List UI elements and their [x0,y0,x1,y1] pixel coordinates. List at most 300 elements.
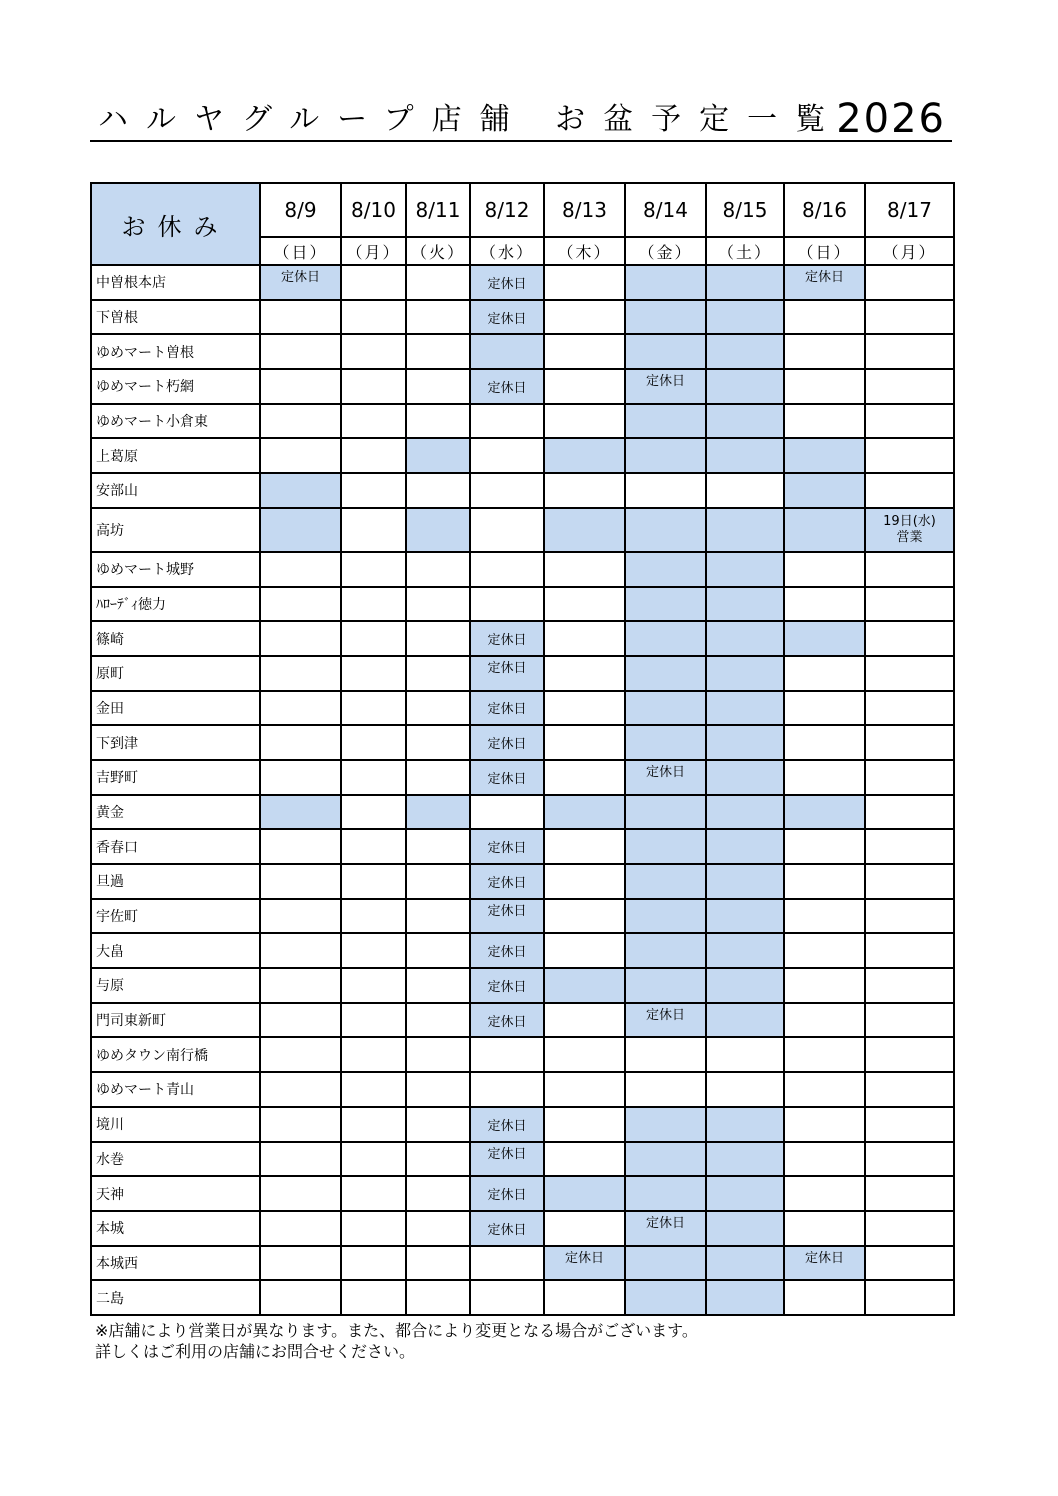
open-cell [260,864,341,899]
open-cell [544,656,625,691]
cell-note: 定休日 [564,1250,604,1266]
closed-cell [784,508,865,552]
table-row [91,1037,954,1072]
open-cell [470,438,544,473]
open-cell [260,1246,341,1281]
closed-cell [706,933,784,968]
closed-cell [544,1176,625,1211]
closed-cell [470,725,544,760]
closed-cell [625,300,706,335]
store-name: 上葛原 [91,438,260,473]
closed-cell [706,438,784,473]
store-name: 旦過 [91,864,260,899]
open-cell [784,760,865,795]
store-name: ゆめタウン南行橋 [91,1037,260,1072]
open-cell [865,1211,954,1246]
cell-note: 定休日 [645,764,685,780]
open-cell [865,473,954,508]
open-cell [406,1072,470,1107]
open-cell [341,760,406,795]
open-cell [784,656,865,691]
cell-note: 定休日 [487,875,527,891]
open-cell [865,1107,954,1142]
closed-cell [706,300,784,335]
open-cell [341,1142,406,1177]
open-cell [544,1107,625,1142]
open-cell [341,621,406,656]
date-header: 8/9 [260,183,341,237]
store-name: 下到津 [91,725,260,760]
open-cell [865,1072,954,1107]
closed-cell [625,587,706,622]
cell-note: 定休日 [487,702,527,718]
open-cell [865,1280,954,1315]
weekday-header: （金） [625,237,706,265]
cell-note: 定休日 [645,1007,685,1023]
closed-cell [625,1246,706,1281]
open-cell [865,587,954,622]
open-cell [865,552,954,587]
closed-cell [706,621,784,656]
schedule-body [91,265,954,1315]
table-row [91,1142,954,1177]
open-cell [260,1037,341,1072]
cell-note: 定休日 [487,1014,527,1030]
open-cell [784,1107,865,1142]
closed-cell [706,552,784,587]
cell-note: 定休日 [487,311,527,327]
open-cell [470,587,544,622]
table-row [91,656,954,691]
closed-cell [784,473,865,508]
open-cell [625,1037,706,1072]
open-cell [341,1176,406,1211]
open-cell [341,899,406,934]
closed-cell [625,864,706,899]
open-cell [260,691,341,726]
open-cell [865,760,954,795]
open-cell [470,552,544,587]
closed-cell [470,899,544,934]
open-cell [341,933,406,968]
open-cell [341,265,406,300]
table-row [91,404,954,439]
closed-cell [625,621,706,656]
open-cell [260,334,341,369]
open-cell [544,300,625,335]
table-row [91,621,954,656]
cell-note: 定休日 [487,1118,527,1134]
open-cell [341,404,406,439]
store-name: ゆめマート城野 [91,552,260,587]
corner-label: お休み [91,183,260,265]
closed-cell [470,968,544,1003]
closed-cell [706,725,784,760]
table-row [91,473,954,508]
store-name: 宇佐町 [91,899,260,934]
open-cell [544,334,625,369]
closed-cell [706,864,784,899]
closed-cell [470,933,544,968]
open-cell [706,1072,784,1107]
closed-cell [625,265,706,300]
open-cell [341,1037,406,1072]
open-cell [784,369,865,404]
cell-note: 定休日 [487,380,527,396]
open-cell [406,1107,470,1142]
cell-note: 定休日 [645,1215,685,1231]
store-name: 金田 [91,691,260,726]
open-cell [784,829,865,864]
open-cell [260,1280,341,1315]
weekday-header: （火） [406,237,470,265]
closed-cell [625,1280,706,1315]
open-cell [544,1037,625,1072]
cell-note: 定休日 [487,945,527,961]
open-cell [406,1280,470,1315]
store-name: 中曽根本店 [91,265,260,300]
open-cell [784,933,865,968]
closed-cell [706,1176,784,1211]
open-cell [341,725,406,760]
open-cell [784,899,865,934]
store-name: ゆめマート小倉東 [91,404,260,439]
open-cell [260,1107,341,1142]
closed-cell [706,829,784,864]
store-name: 吉野町 [91,760,260,795]
cell-note: 定休日 [804,270,844,285]
closed-cell [470,1211,544,1246]
cell-note: 定休日 [487,979,527,995]
store-name: 大畠 [91,933,260,968]
store-name: 下曽根 [91,300,260,335]
open-cell [470,795,544,830]
table-row [91,1246,954,1281]
closed-cell [625,1107,706,1142]
open-cell [341,508,406,552]
store-name: 香春口 [91,829,260,864]
store-name: 黄金 [91,795,260,830]
closed-cell [784,621,865,656]
open-cell [341,1246,406,1281]
closed-cell [784,795,865,830]
open-cell [784,587,865,622]
cell-note: 営業 [896,529,923,545]
closed-cell [706,1003,784,1038]
date-header: 8/17 [865,183,954,237]
open-cell [865,1142,954,1177]
open-cell [865,300,954,335]
open-cell [406,552,470,587]
store-name: 本城西 [91,1246,260,1281]
cell-note: 定休日 [487,276,527,292]
open-cell [260,1142,341,1177]
open-cell [260,404,341,439]
open-cell [544,552,625,587]
open-cell [260,829,341,864]
open-cell [544,829,625,864]
open-cell [260,552,341,587]
open-cell [406,760,470,795]
closed-cell [625,1211,706,1246]
table-row [91,1107,954,1142]
open-cell [865,265,954,300]
closed-cell [625,369,706,404]
open-cell [406,829,470,864]
open-cell [260,656,341,691]
cell-note: 定休日 [487,1222,527,1238]
table-row [91,760,954,795]
open-cell [865,656,954,691]
page-year: 2026 [836,96,946,142]
closed-cell [470,621,544,656]
cell-note: 19日(水) [883,513,936,529]
closed-cell [706,587,784,622]
open-cell [341,552,406,587]
open-cell [406,1003,470,1038]
closed-cell [784,265,865,300]
closed-cell [625,552,706,587]
open-cell [406,300,470,335]
closed-cell [470,1176,544,1211]
closed-cell [625,1176,706,1211]
closed-cell [470,369,544,404]
open-cell [260,587,341,622]
open-cell [406,899,470,934]
open-cell [341,334,406,369]
table-row [91,1003,954,1038]
date-header: 8/16 [784,183,865,237]
table-row [91,265,954,300]
open-cell [865,725,954,760]
open-cell [406,369,470,404]
closed-cell [470,829,544,864]
open-cell [865,1246,954,1281]
closed-cell [470,1003,544,1038]
table-row [91,334,954,369]
open-cell [260,968,341,1003]
table-row [91,933,954,968]
open-cell [341,587,406,622]
open-cell [784,1003,865,1038]
open-cell [784,300,865,335]
open-cell [784,725,865,760]
closed-cell [625,899,706,934]
store-name: 原町 [91,656,260,691]
weekday-header: （土） [706,237,784,265]
open-cell [470,508,544,552]
cell-note: 定休日 [487,633,527,649]
closed-cell [784,1246,865,1281]
closed-cell [865,508,954,552]
closed-cell [706,899,784,934]
closed-cell [625,404,706,439]
open-cell [406,1142,470,1177]
open-cell [260,1211,341,1246]
open-cell [544,760,625,795]
closed-cell [706,691,784,726]
open-cell [260,438,341,473]
open-cell [406,334,470,369]
table-row [91,795,954,830]
store-name: ゆめマート曽根 [91,334,260,369]
closed-cell [470,864,544,899]
open-cell [865,829,954,864]
closed-cell [544,508,625,552]
closed-cell [706,334,784,369]
open-cell [260,760,341,795]
table-row [91,369,954,404]
open-cell [865,933,954,968]
closed-cell [625,1142,706,1177]
date-header: 8/12 [470,183,544,237]
open-cell [544,265,625,300]
open-cell [865,369,954,404]
open-cell [784,334,865,369]
closed-cell [625,508,706,552]
open-cell [784,404,865,439]
store-name: 高坊 [91,508,260,552]
closed-cell [260,795,341,830]
open-cell [470,1246,544,1281]
table-row [91,552,954,587]
open-cell [260,369,341,404]
open-cell [784,1280,865,1315]
closed-cell [470,334,544,369]
open-cell [544,587,625,622]
open-cell [260,899,341,934]
closed-cell [625,1003,706,1038]
open-cell [544,1142,625,1177]
open-cell [544,369,625,404]
closed-cell [784,438,865,473]
closed-cell [406,438,470,473]
open-cell [341,1003,406,1038]
closed-cell [625,438,706,473]
open-cell [260,300,341,335]
open-cell [706,1037,784,1072]
open-cell [341,968,406,1003]
date-header: 8/11 [406,183,470,237]
open-cell [625,473,706,508]
open-cell [784,1211,865,1246]
table-row [91,438,954,473]
cell-note: 定休日 [487,1188,527,1204]
open-cell [406,1211,470,1246]
closed-cell [470,300,544,335]
weekday-header: （月） [341,237,406,265]
store-name: ゆめマート朽網 [91,369,260,404]
store-name: 境川 [91,1107,260,1142]
closed-cell [470,1107,544,1142]
open-cell [406,621,470,656]
date-header: 8/13 [544,183,625,237]
table-row [91,864,954,899]
cell-note: 定休日 [804,1250,844,1266]
closed-cell [470,760,544,795]
store-name: 水巻 [91,1142,260,1177]
table-row [91,508,954,552]
open-cell [865,864,954,899]
open-cell [406,864,470,899]
open-cell [406,265,470,300]
closed-cell [625,829,706,864]
header-date-row [91,183,954,237]
store-name: 天神 [91,1176,260,1211]
open-cell [784,1072,865,1107]
open-cell [341,1072,406,1107]
table-row [91,899,954,934]
closed-cell [470,691,544,726]
open-cell [544,864,625,899]
open-cell [470,1280,544,1315]
table-row [91,968,954,1003]
table-row [91,829,954,864]
closed-cell [706,1107,784,1142]
weekday-header: （日） [260,237,341,265]
open-cell [406,725,470,760]
closed-cell [406,508,470,552]
open-cell [470,1072,544,1107]
closed-cell [706,760,784,795]
closed-cell [260,473,341,508]
table-row [91,1176,954,1211]
open-cell [341,1211,406,1246]
open-cell [865,404,954,439]
table-row [91,1072,954,1107]
open-cell [341,795,406,830]
open-cell [784,1037,865,1072]
open-cell [865,1003,954,1038]
open-cell [406,404,470,439]
closed-cell [706,1280,784,1315]
table-row [91,300,954,335]
cell-note: 定休日 [487,1146,527,1162]
open-cell [784,1176,865,1211]
open-cell [341,864,406,899]
closed-cell [260,265,341,300]
open-cell [865,621,954,656]
open-cell [784,691,865,726]
open-cell [865,899,954,934]
open-cell [544,1211,625,1246]
store-name: 門司東新町 [91,1003,260,1038]
closed-cell [625,760,706,795]
closed-cell [260,508,341,552]
open-cell [865,968,954,1003]
weekday-header: （木） [544,237,625,265]
holiday-schedule-table [90,182,955,1316]
weekday-header: （日） [784,237,865,265]
closed-cell [706,1246,784,1281]
closed-cell [625,968,706,1003]
store-name: 二島 [91,1280,260,1315]
open-cell [706,473,784,508]
open-cell [260,1176,341,1211]
date-header: 8/10 [341,183,406,237]
notes [95,1320,698,1362]
open-cell [341,829,406,864]
closed-cell [625,656,706,691]
open-cell [341,1280,406,1315]
closed-cell [625,691,706,726]
table-row [91,725,954,760]
date-header: 8/15 [706,183,784,237]
open-cell [260,933,341,968]
closed-cell [625,334,706,369]
open-cell [260,621,341,656]
open-cell [470,404,544,439]
